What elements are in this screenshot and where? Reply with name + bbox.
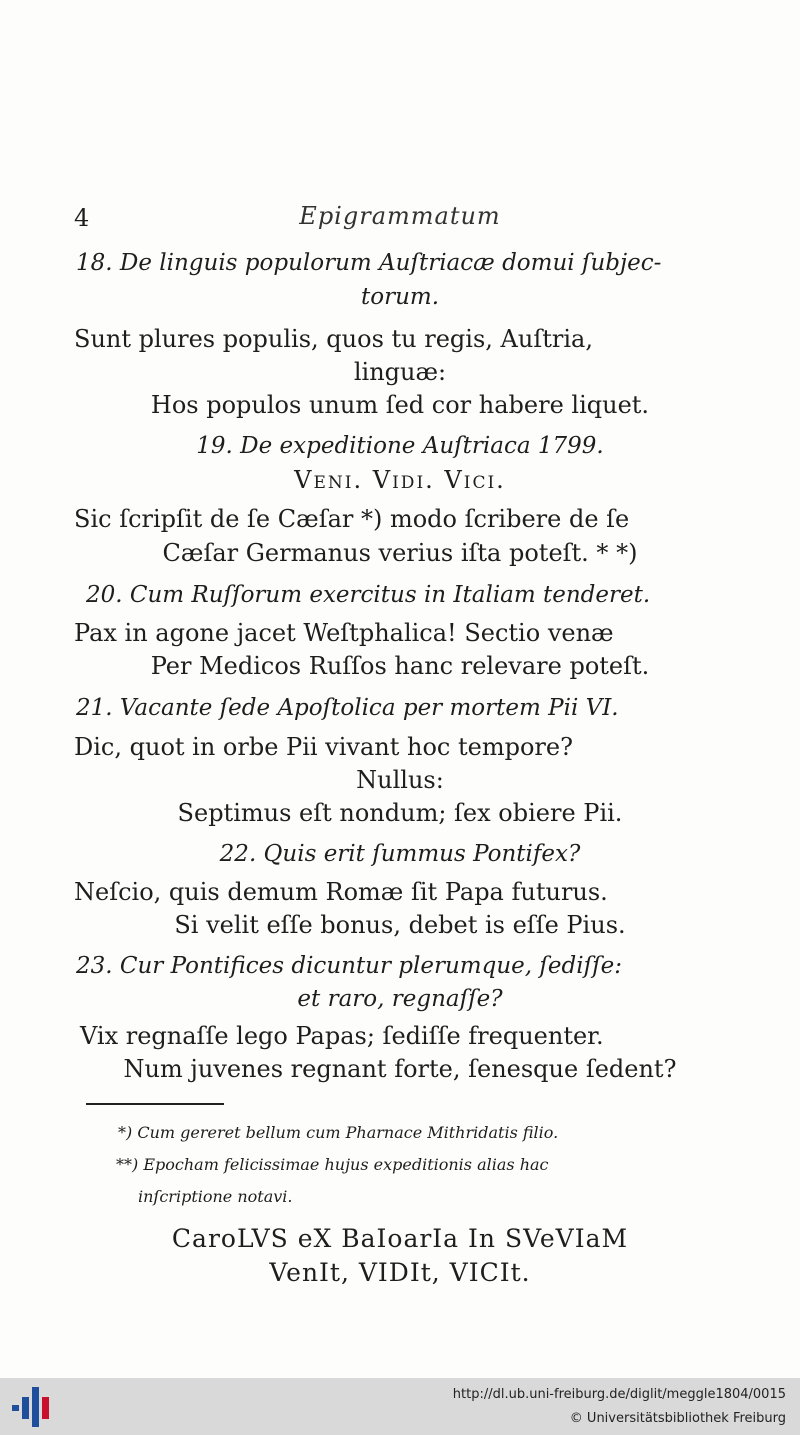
epigram-18-title-cont: torum. [360,284,440,310]
epigram-21-line-1: Dic, quot in orbe Pii vivant hoc tempore? [74,733,573,761]
epigram-18-line-2: linguæ: [353,358,447,386]
epigram-18-title: 18. De linguis populorum Auſtriacæ domui ſubjec- [76,250,662,276]
epigram-21-line-3: Septimus eſt nondum; ſex obiere Pii. [177,799,623,827]
epigram-23-line-2: Num juvenes regnant forte, ſenesque ſedent? [123,1055,677,1083]
epigram-22-title: 22. Quis erit ſummus Pontifex? [219,841,581,867]
epigram-21-title: 21. Vacante ſede Apoſtolica per mortem Pii VI. [76,695,619,721]
epigram-18-line-3: Hos populos unum ſed cor habere liquet. [150,391,650,419]
footnote-divider [86,1103,224,1105]
running-title: Epigrammatum [299,202,501,230]
ub-freiburg-logo-icon[interactable] [12,1387,52,1427]
epigram-21-line-2: Nullus: [356,766,444,794]
page-number: 4 [74,204,90,232]
epigram-23-line-1: Vix regnaſſe lego Papas; ſediſſe frequenter. [80,1022,604,1050]
epigram-20-title: 20. Cum Ruſſorum exercitus in Italiam tenderet. [86,582,651,608]
document-url-link[interactable]: http://dl.ub.uni-freiburg.de/diglit/meggle1804/0015 [452,1387,786,1402]
footnote-2: **) Epocham felicissimae hujus expeditionis alias hac [116,1155,549,1174]
epigram-22-line-2: Si velit eſſe bonus, debet is eſſe Pius. [174,911,626,939]
footnote-2-cont: inſcriptione notavi. [138,1187,293,1206]
epigram-18-line-1: Sunt plures populis, quos tu regis, Auſtria, [74,325,593,353]
epigram-19-line-1: Sic ſcripſit de ſe Cæſar *) modo ſcribere de ſe [74,505,630,533]
epigram-22-line-1: Neſcio, quis demum Romæ ſit Papa futurus. [74,878,608,906]
footnote-1: *) Cum gereret bellum cum Pharnace Mithridatis filio. [118,1123,559,1142]
epigram-20-line-2: Per Medicos Ruſſos hanc relevare poteſt. [150,652,650,680]
viewer-footer [0,1378,800,1435]
epigram-20-line-1: Pax in agone jacet Weſtphalica! Sectio venæ [74,619,614,647]
chronogram-line-1: CaroLVS eX BaIoarIa In SVeVIaM [171,1224,629,1253]
chronogram-line-2: VenIt, VIDIt, VICIt. [269,1258,531,1287]
epigram-19-title: 19. De expeditione Auſtriaca 1799. [196,433,604,459]
copyright-notice: © Universitätsbibliothek Freiburg [569,1411,786,1426]
epigram-19-line-2: Cæſar Germanus verius iſta poteſt. * *) [162,539,638,567]
epigram-23-title-cont: et raro, regnaſſe? [297,986,503,1012]
epigram-23-title: 23. Cur Pontifices dicuntur plerumque, ſediſſe: [76,953,622,979]
epigram-19-subtitle: Veni. Vidi. Vici. [294,466,506,494]
